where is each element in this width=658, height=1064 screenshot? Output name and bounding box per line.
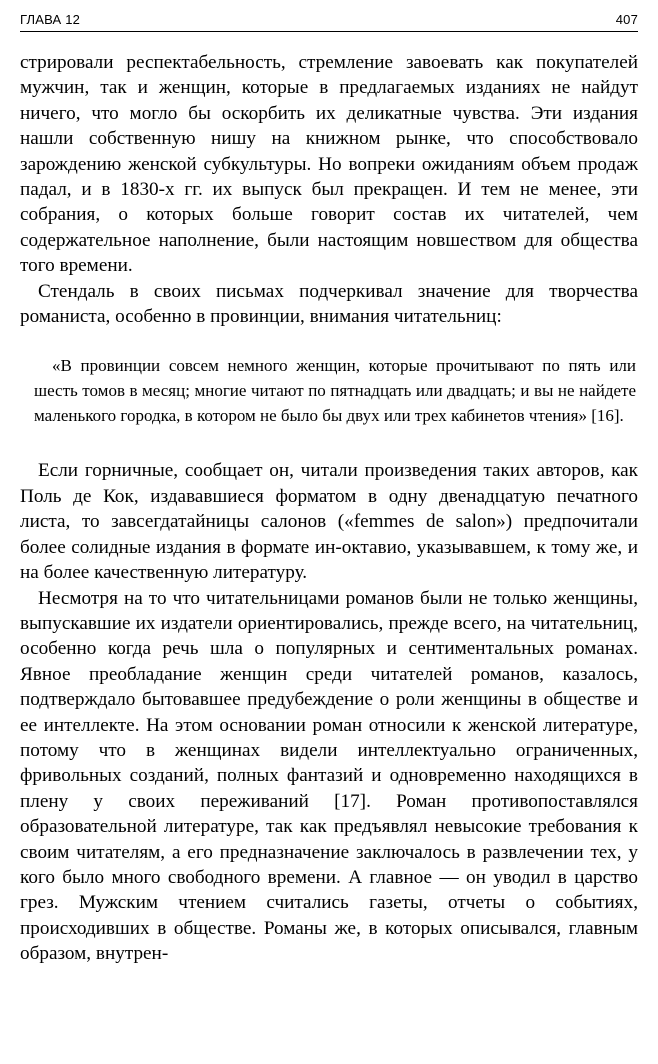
- block-quote: «В провинции совсем немного женщин, которые прочитывают по пять или шесть томов в месяц; многие читают по пятнадцать или двадцать; и вы не найдете маленького городка, в котором не было бы двух или трех кабинетов чтения» [16].: [34, 356, 636, 426]
- paragraph-stendhal-intro: Стендаль в своих письмах подчеркивал значение для творчества романиста, особенно в провинции, внимания читательниц:: [20, 280, 638, 328]
- paragraph-novel-readers: Несмотря на то что читательницами романов были не только женщины, выпускавшие их издатели ориентировались, прежде всего, на читательниц, особенно когда речь шла о популярных и сентиментальных романах. Явное преобладание женщин среди читателей романов, казалось, подтверждало бытовавшее предубеждение о роли женщины в обществе и ее интеллекте. На этом основании роман относили к женской литературе, потому что в женщинах видели интеллектуально ограниченных, фривольных созданий, полных фантазий и одновременно находящихся в плену у своих переживаний [17]. Роман противопоставлялся образовательной литературе, так как предъявлял невысокие требования к своим читателям, а его предназначение заключалось в развлечении тех, у кого было много свободного времени. А главное — он уводил в царство грез. Мужским чтением считались газеты, отчеты о событиях, происходивших в обществе. Романы же, в которых описывался, главным образом, внутрен-: [20, 587, 638, 965]
- page-number: 407: [615, 12, 638, 27]
- paragraph-continued: стрировали респектабельность, стремление завоевать как покупателей мужчин, так и женщин, которые в предлагаемых изданиях не найдут ничего, что могло бы оскорбить их деликатные чувства. Эти издания нашли собственную нишу на книжном рынке, что способствовало зарождению женской субкультуры. Но вопреки ожиданиям объем продаж падал, и в 1830-х гг. их выпуск был прекращен. И тем не менее, эти собрания, о которых больше говорит состав их читателей, чем содержательное наполнение, были настоящим новшеством для общества того времени.: [20, 52, 638, 277]
- book-page: [20, 12, 638, 967]
- paragraph-maids: Если горничные, сообщает он, читали произведения таких авторов, как Поль де Кок, издававшиеся форматом в одну двенадцатую печатного листа, то завсегдатайницы салонов («femmes de salon») предпочитали более солидные издания в формате ин-октавио, указывавшем, к тому же, и на более качественную литературу.: [20, 460, 638, 584]
- chapter-label: ГЛАВА 12: [20, 12, 81, 27]
- running-header: [20, 12, 638, 32]
